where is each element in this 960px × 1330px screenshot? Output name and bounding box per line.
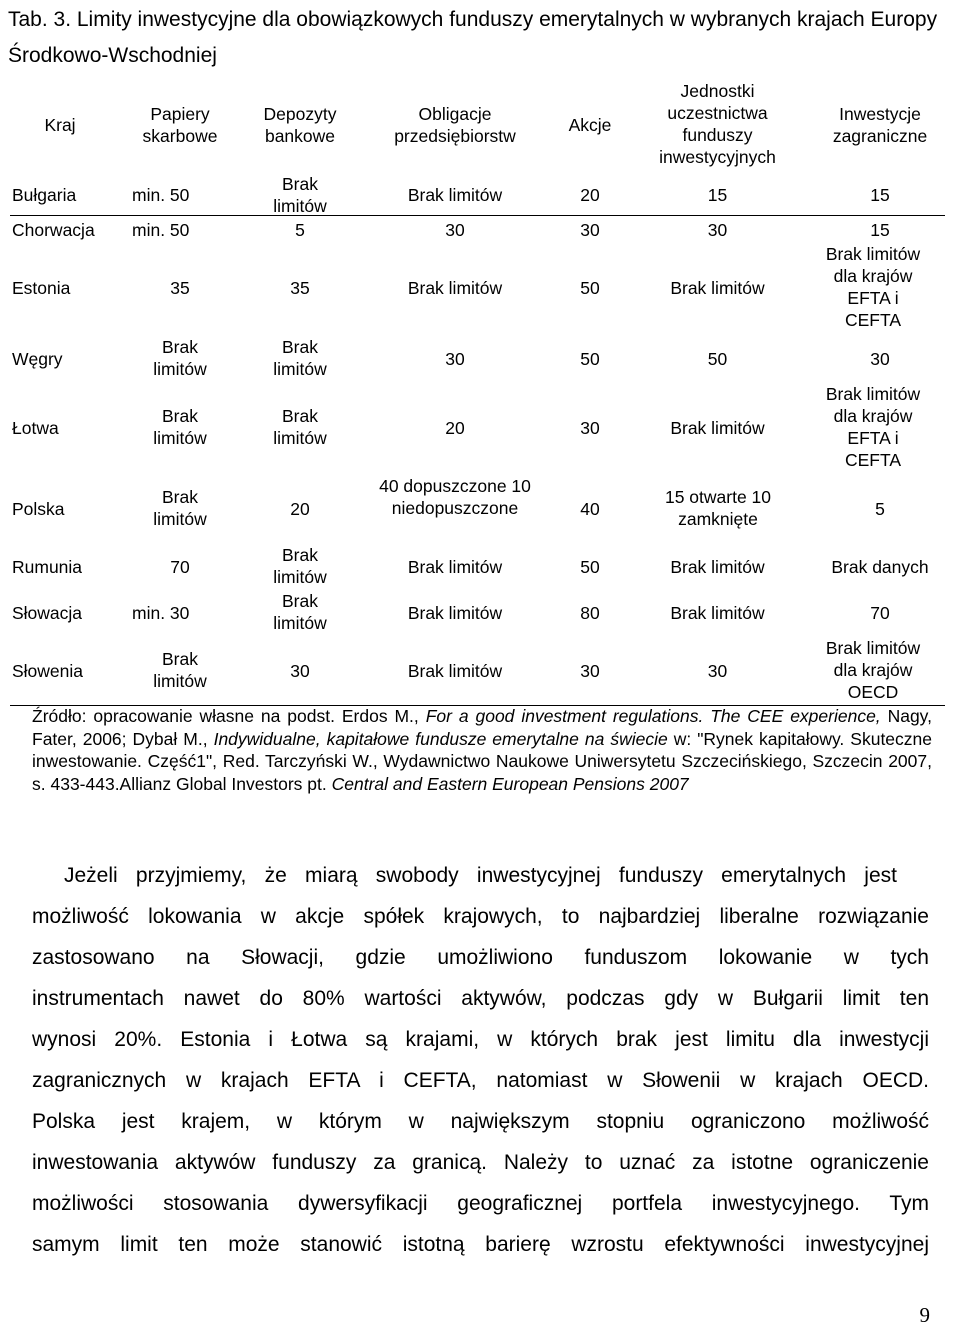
table-cell: 50	[580, 278, 600, 298]
table-cell: 30	[445, 349, 465, 369]
table-cell: Brak limitów	[407, 557, 503, 577]
table-cell: Brak danych	[831, 557, 929, 577]
table-cell: 40	[580, 499, 600, 519]
table-cell: 30	[870, 349, 890, 369]
table-cell: 5	[875, 499, 885, 519]
page-number: 9	[919, 1303, 930, 1327]
table-cell: 15	[870, 185, 890, 205]
table-cell: 50	[580, 557, 600, 577]
table-cell: 15 otwarte 10 zamknięte	[664, 487, 772, 529]
paragraph-line: instrumentach nawet do 80% wartości aktywów, podczas gdy w Bułgarii limit ten	[32, 987, 929, 1010]
table-cell: 20	[290, 499, 310, 519]
table-cell: Brak limitów	[273, 545, 327, 587]
table-cell: Brak limitów	[153, 487, 207, 529]
table-cell: 5	[295, 220, 305, 240]
paragraph-line: zastosowano na Słowacji, gdzie umożliwiono funduszom lokowanie w tych	[32, 946, 929, 969]
table-cell: 30	[580, 418, 600, 438]
table-cell: Słowacja	[12, 603, 83, 623]
header-depozyty: Depozyty bankowe	[263, 104, 337, 146]
paragraph-line: Jeżeli przyjmiemy, że miarą swobody inwestycyjnej funduszy emerytalnych jest	[64, 864, 897, 887]
table-cell: 35	[170, 278, 190, 298]
table-cell: 40 dopuszczone 10 niedopuszczone	[379, 476, 531, 518]
table-cell: Polska	[12, 499, 65, 519]
source-note: Źródło: opracowanie własne na podst. Erdos M., For a good investment regulations. The CEE experience, Nagy, Fater, 2006; Dybał M., Indywidualne, kapitałowe fundusze emerytalne na świecie w: "Rynek kapitałowy. Skuteczne inwestowanie. Część1", Red. Tarczyński W., Wydawnictwo Naukowe Uniwersytetu Szczecińskiego, Szczecin 2007, s. 433-443.Allianz Global Investors pt. Central and Eastern European Pensions 2007	[32, 706, 933, 794]
paragraph-line: samym limit ten może stanowić istotną barierę wzrostu efektywności inwestycyjnej	[32, 1233, 929, 1256]
table-cell: Chorwacja	[12, 220, 95, 240]
table-cell: Brak limitów	[407, 185, 503, 205]
table-cell: Brak limitów	[670, 278, 765, 298]
table-cell: Estonia	[12, 278, 71, 298]
table-cell: Brak limitów	[153, 649, 207, 691]
table-title: Tab. 3. Limity inwestycyjne dla obowiązkowych funduszy emerytalnych w wybranych krajach Europy Środkowo-Wschodniej	[8, 8, 938, 67]
header-papiery: Papiery skarbowe	[142, 104, 218, 146]
table-cell: Brak limitów dla krajów OECD	[825, 638, 921, 702]
table-cell: 50	[707, 349, 728, 369]
table-cell: min. 50	[132, 185, 190, 205]
header-obligacje: Obligacje przedsiębiorstw	[394, 104, 516, 146]
table-cell: Brak limitów dla krajów EFTA i CEFTA	[825, 384, 921, 470]
table-cell: Brak limitów	[153, 337, 207, 379]
table-cell: Brak limitów	[153, 406, 207, 448]
header-kraj: Kraj	[44, 115, 76, 135]
table-cell: Brak limitów	[407, 661, 503, 681]
table-cell: 15	[870, 220, 890, 240]
table-cell: 70	[170, 557, 190, 577]
table-cell: 30	[580, 220, 600, 240]
header-jednostki: Jednostki uczestnictwa funduszy inwestycyjnych	[659, 81, 776, 167]
table-cell: 70	[870, 603, 890, 623]
table-cell: Brak limitów	[273, 591, 327, 633]
table-cell: Brak limitów	[670, 603, 765, 623]
table-cell: 30	[290, 661, 310, 681]
table-cell: Węgry	[12, 349, 63, 369]
paragraph-line: Polska jest krajem, w którym w największym stopniu ograniczono możliwość	[32, 1110, 929, 1133]
table-cell: Brak limitów	[670, 418, 765, 438]
table-divider	[10, 215, 945, 216]
table-cell: Rumunia	[12, 557, 83, 577]
table-cell: Łotwa	[12, 418, 59, 438]
table-cell: 35	[290, 278, 310, 298]
table-cell: 30	[707, 661, 728, 681]
table-cell: Brak limitów	[273, 337, 327, 379]
paragraph-line: zagranicznych w krajach EFTA i CEFTA, natomiast w Słowenii w krajach OECD.	[32, 1069, 929, 1092]
table-cell: Brak limitów	[407, 278, 503, 298]
table-cell: 15	[707, 185, 728, 205]
paragraph-line: wynosi 20%. Estonia i Łotwa są krajami, w których brak jest limitu dla inwestycji	[32, 1028, 929, 1051]
table-cell: 30	[445, 220, 465, 240]
paragraph-line: możliwość lokowania w akcje spółek krajowych, to najbardziej liberalne rozwiązanie	[32, 905, 929, 928]
table-cell: 20	[445, 418, 465, 438]
header-akcje: Akcje	[568, 115, 612, 135]
table-cell: 80	[580, 603, 600, 623]
table-cell: Bułgaria	[12, 185, 77, 205]
paragraph-line: inwestowania aktywów funduszy za granicą. Należy to uznać za istotne ograniczenie	[32, 1151, 929, 1174]
table-cell: Brak limitów	[407, 603, 503, 623]
paragraph-line: możliwości stosowania dywersyfikacji geograficznej portfela inwestycyjnego. Tym	[32, 1192, 929, 1215]
table-cell: Brak limitów	[273, 406, 327, 448]
table-cell: Brak limitów	[670, 557, 765, 577]
table-cell: 50	[580, 349, 600, 369]
table-cell: min. 30	[132, 603, 190, 623]
table-cell: Słowenia	[12, 661, 84, 681]
table-cell: min. 50	[132, 220, 190, 240]
table-cell: 30	[707, 220, 728, 240]
table-cell: Brak limitów	[273, 174, 327, 216]
table-cell: 30	[580, 661, 600, 681]
header-inwestycje: Inwestycje zagraniczne	[832, 104, 928, 146]
table-cell: 20	[580, 185, 600, 205]
table-cell: Brak limitów dla krajów EFTA i CEFTA	[825, 244, 921, 330]
